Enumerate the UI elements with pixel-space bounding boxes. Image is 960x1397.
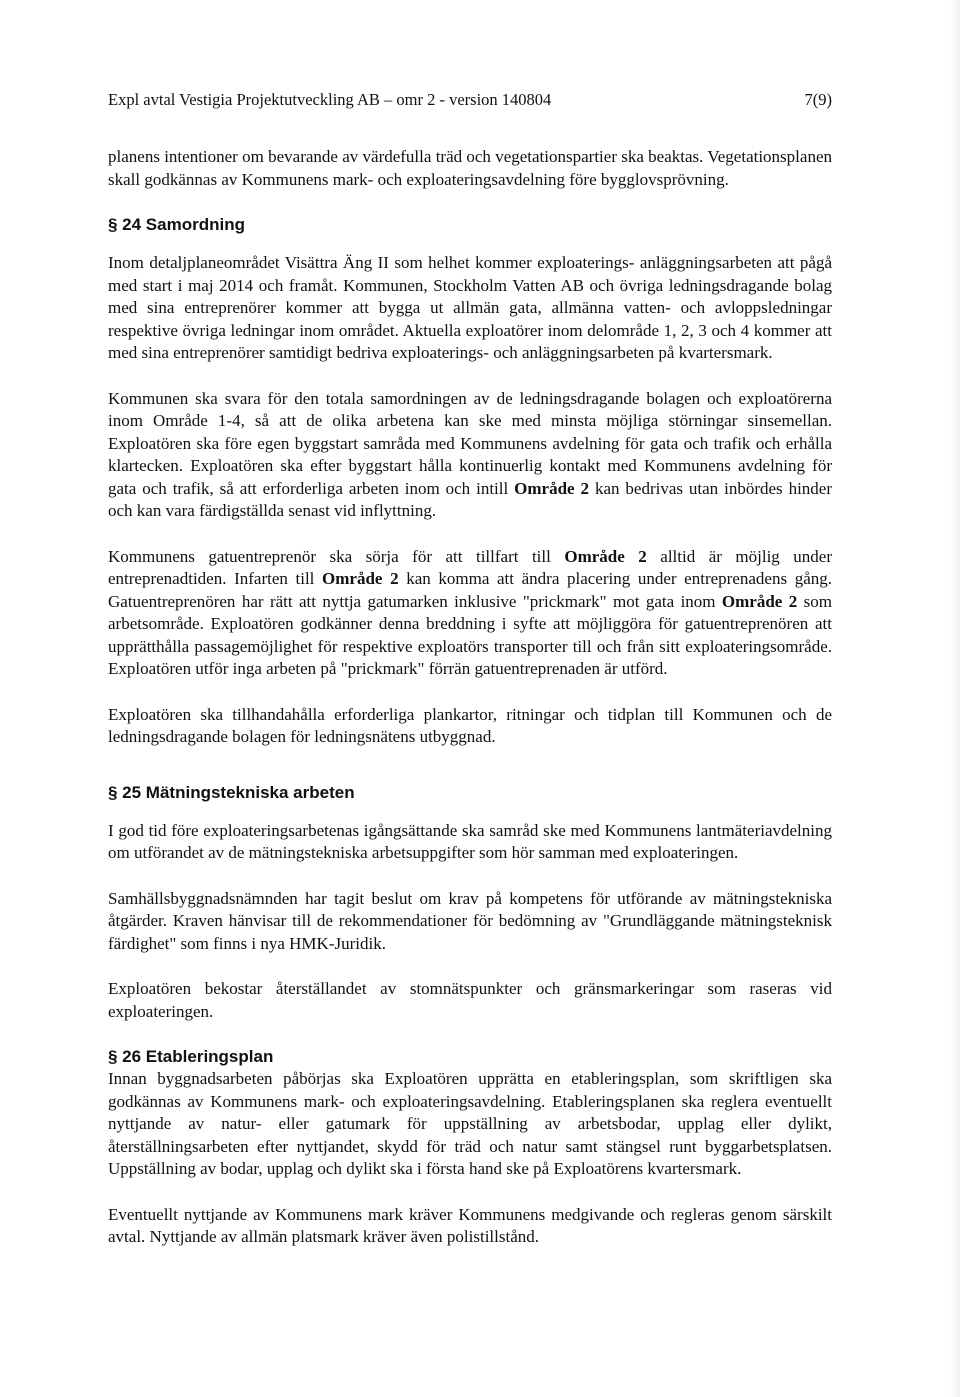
paragraph-25-2: Samhällsbyggnadsnämnden har tagit beslut om krav på kompetens för utförande av mätningstekniska åtgärder. Kraven hänvisar till de rekommendationer för bedömning av "Grundläggande mätningsteknisk färdighet" som finns i nya HMK-Juridik.	[108, 888, 832, 953]
paragraph-24-1: Inom detaljplaneområdet Visättra Äng II som helhet kommer exploaterings- anläggningsarbeten att pågå med start i maj 2014 och framåt. Kommunen, Stockholm Vatten AB och övriga ledningsdragande bolag med sina entreprenörer kommer att bygga ut allmän gata, allmänna vatten- och avloppsledningar respektive övriga ledningar inom området. Aktuella exploatörer inom delområde 1, 2, 3 och 4 kommer att med sina entreprenörer samtidigt bedriva exploaterings- och anläggningsarbeten på kvartersmark.	[108, 253, 832, 362]
paragraph-24-3: Kommunens gatuentreprenör ska sörja för att tillfart till Område 2 alltid är möjlig under entreprenadtiden. Infarten till Område 2 kan komma att ändra placering under entreprenadens gång. Gatuentreprenören har rätt att nyttja gatumarken inklusive "prickmark" mot gata inom Område 2 som arbetsområde. Exploatören godkänner denna breddning i syfte att möjliggöra för gatuentreprenören att upprätthålla passagemöjlighet för respektive exploatörs transporter till och från sitt exploateringsområde. Exploatören utför inga arbeten på "prickmark" förrän gatuentreprenaden är utförd.	[108, 546, 833, 678]
paragraph-24-2: Kommunen ska svara för den totala samordningen av de ledningsdragande bolagen och exploatörerna inom Område 1-4, så att de olika arbetena kan ske med minsta möjliga störningar sinsemellan. Exploatören ska före egen byggstart samråda med Kommunens avdelning för gata och trafik och erhålla klartecken. Exploatören ska efter byggstart hålla kontinuerlig kontakt med Kommunens avdelning för gata och trafik, så att erforderliga arbeten inom och intill Område 2 kan bedrivas utan inbördes hinder och kan vara färdigställda senast vid inflyttning.	[108, 388, 833, 520]
page-number: 7(9)	[804, 90, 832, 109]
paragraph-24-4: Exploatören ska tillhandahålla erforderliga plankartor, ritningar och tidplan till Kommunen och de ledningsdragande bolagen för ledningsnätens utbyggnad.	[108, 704, 832, 746]
section-heading-25: § 25 Mätningstekniska arbeten	[108, 782, 355, 802]
bold-omrade-2: Område 2	[721, 591, 798, 611]
bold-omrade-2: Område 2	[322, 569, 399, 588]
paragraph-vegetation: planens intentioner om bevarande av värdefulla träd och vegetationspartier ska beaktas. Vegetationsplanen skall godkännas av Kommunens mark- och exploateringsavdelning före bygglovsprövning.	[108, 147, 832, 189]
section-heading-26: § 26 Etableringsplan	[108, 1047, 274, 1066]
paragraph-25-1: I god tid före exploateringsarbetenas igångsättande ska samråd ske med Kommunens lantmäteriavdelning om utförandet av de mätningstekniska arbetsuppgifter som hör samman med exploateringen.	[108, 820, 832, 862]
section-heading-24: § 24 Samordning	[108, 215, 245, 234]
header-title: Expl avtal Vestigia Projektutveckling AB – omr 2 - version 140804	[108, 90, 552, 109]
paragraph-26-2: Eventuellt nyttjande av Kommunens mark kräver Kommunens medgivande och regleras genom särskilt avtal. Nyttjande av allmän platsmark kräver även polistillstånd.	[108, 1204, 832, 1246]
paragraph-26-1: Innan byggnadsarbeten påbörjas ska Exploatören upprätta en etableringsplan, som skriftligen ska godkännas av Kommunens mark- och exploateringsavdelning. Etableringsplanen ska reglera eventuellt nyttjande av natur- eller gatumark för uppställning av arbetsbodar, upplag eller dylikt, återställningsarbeten efter nyttjandet, skydd för träd och natur samt stängsel runt byggarbetsplatsen. Uppställning av bodar, upplag och dylikt ska i första hand ske på Exploatörens kvartersmark.	[108, 1069, 832, 1178]
bold-omrade-2: Område 2	[514, 478, 590, 498]
page-edge-shadow	[950, 0, 960, 1397]
page-header	[108, 90, 832, 110]
body-text	[108, 146, 832, 1249]
bold-omrade-2: Område 2	[564, 546, 647, 566]
paragraph-25-3: Exploatören bekostar återställandet av stomnätspunkter och gränsmarkeringar som raseras vid exploateringen.	[108, 979, 832, 1021]
